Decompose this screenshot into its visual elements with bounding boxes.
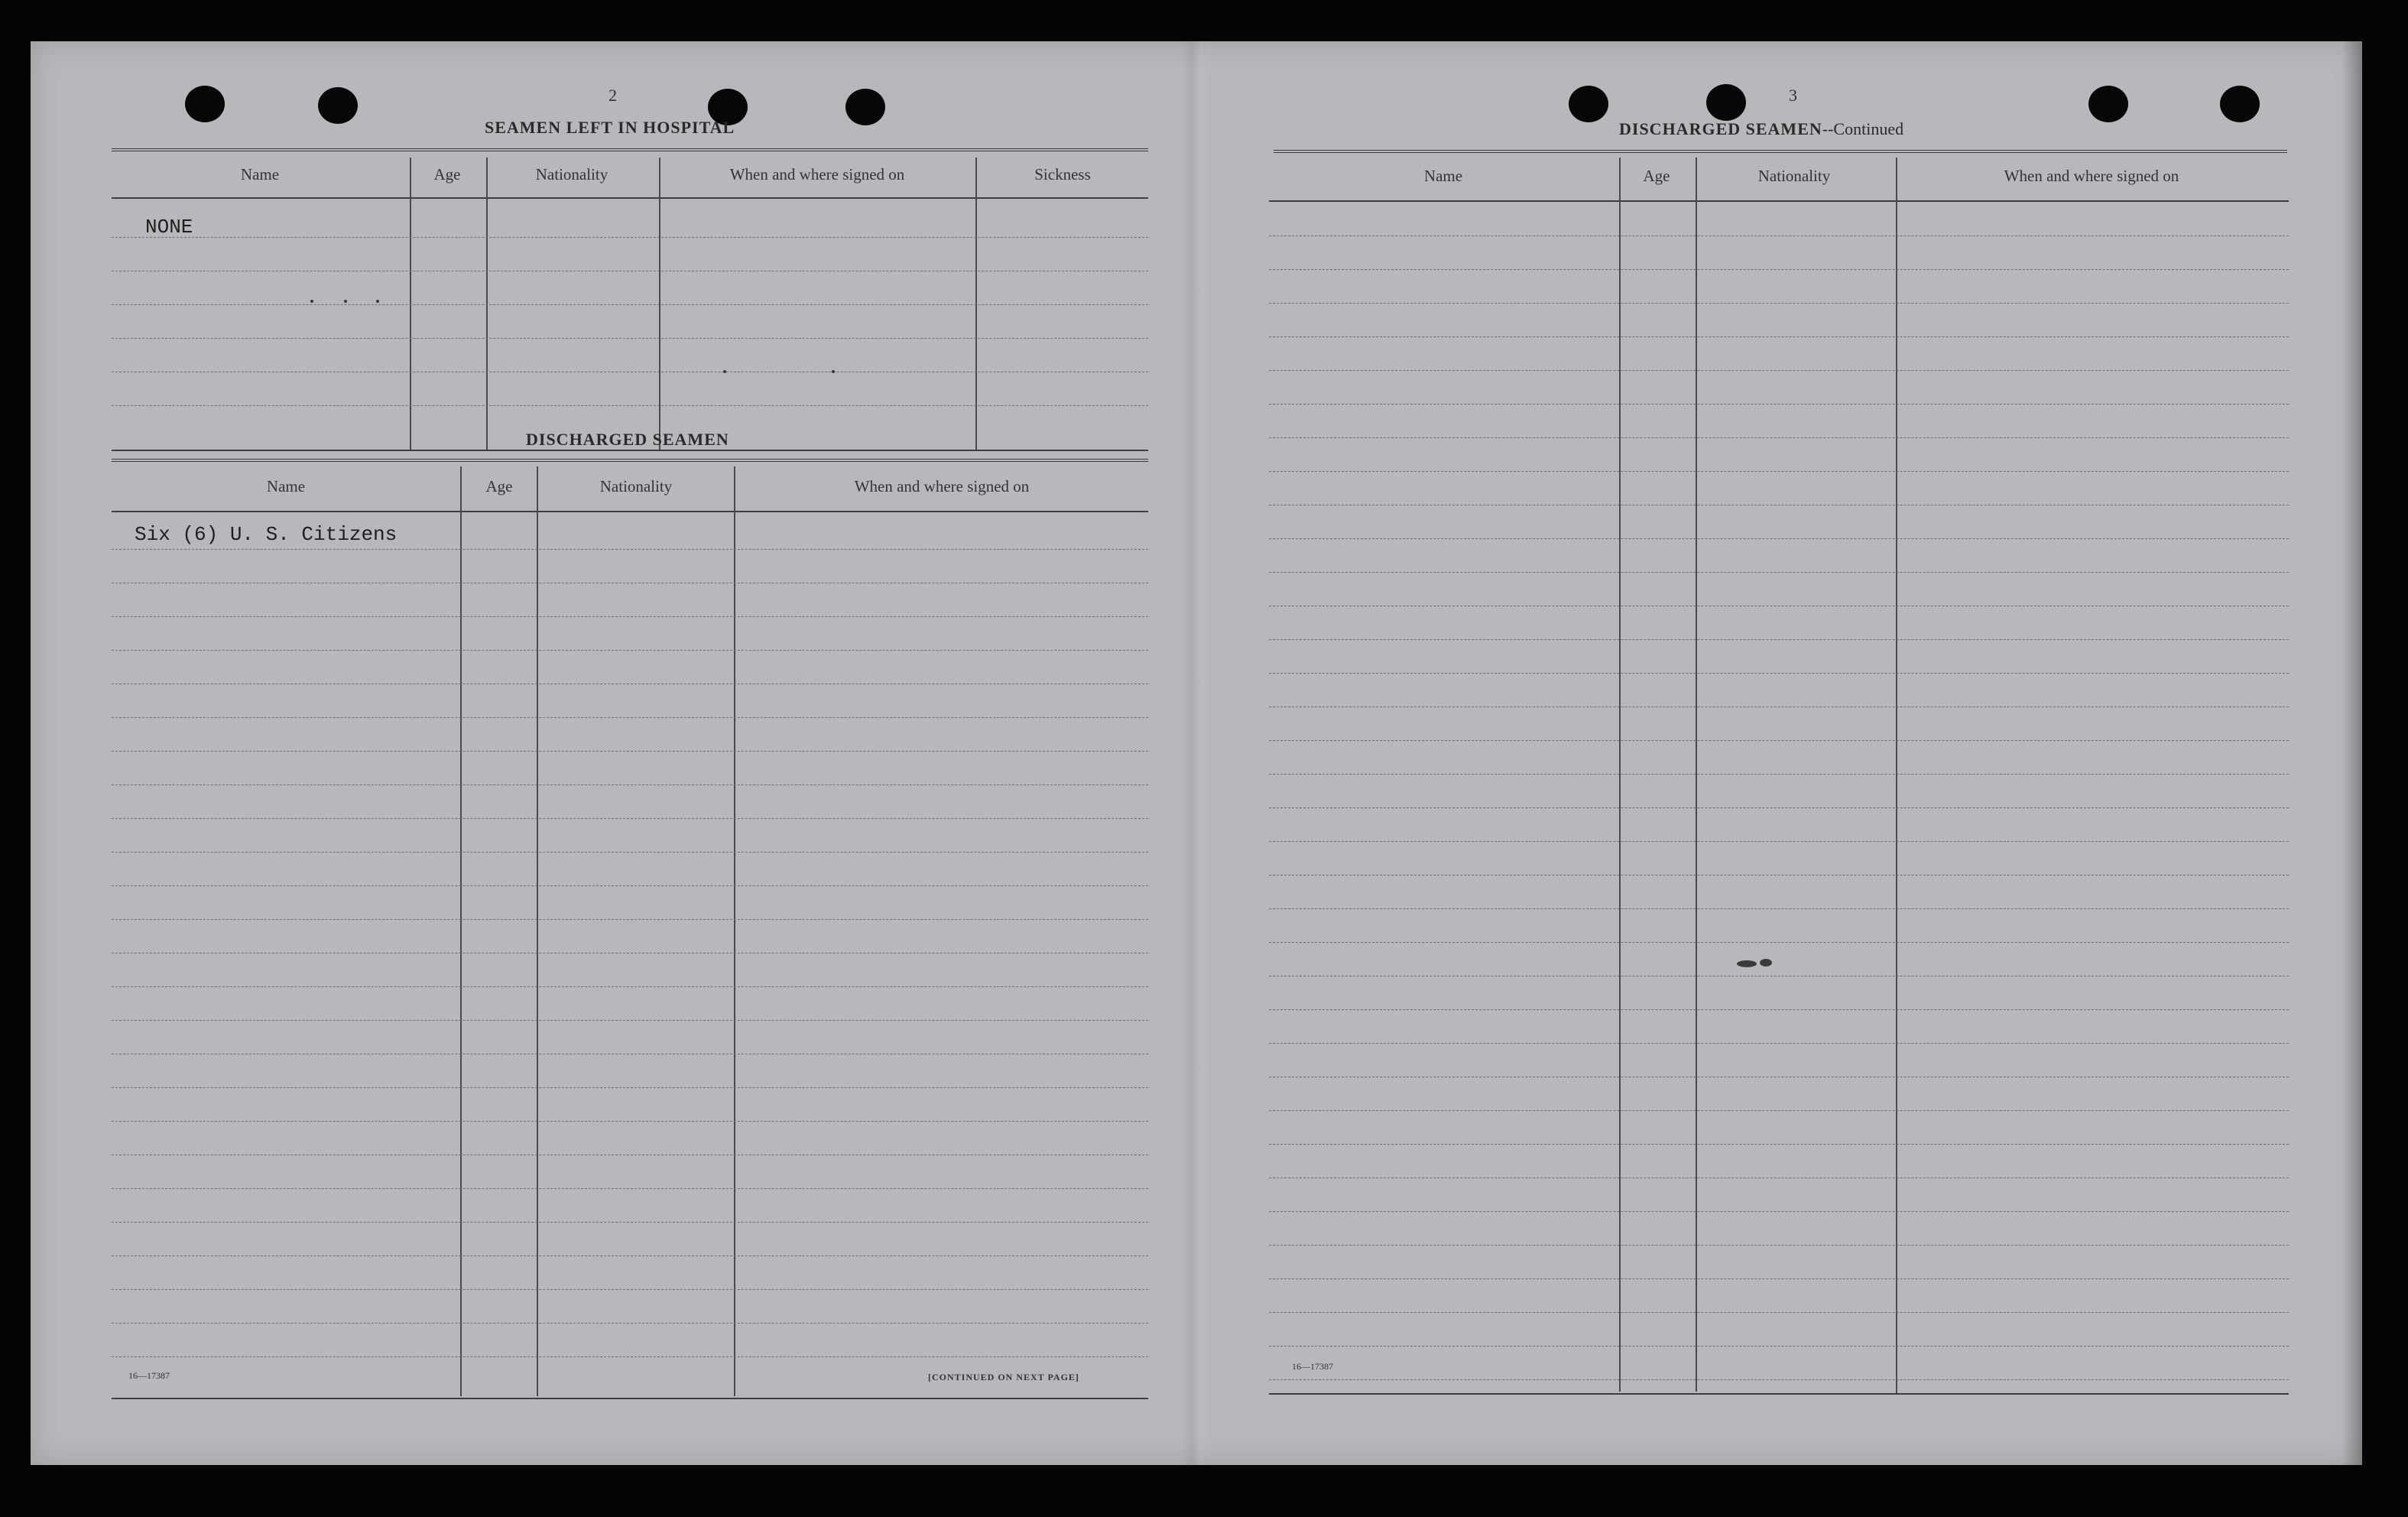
table-row-line [1269,908,2289,909]
table-row-line [1269,774,2289,775]
table-row-line [1269,370,2289,371]
table-row-line [1269,807,2289,808]
table-row-line [1269,740,2289,741]
page-edge-shadow [2342,41,2362,1465]
hospital-col-age: Age [433,165,461,184]
table-row-line [112,1356,1148,1357]
table-row-line [1269,1144,2289,1145]
right-bottom-rule [1269,1393,2289,1395]
discharged-entry: Six (6) U. S. Citizens [135,523,398,546]
ink-speck [376,300,379,303]
ink-speck [344,300,347,303]
hospital-row-line [112,338,1148,339]
hospital-row-line [112,237,1148,238]
table-row-line [1269,639,2289,640]
table-row-line [1269,303,2289,304]
table-row-line [112,549,1148,550]
hospital-row-line [112,405,1148,406]
hospital-col-sickness: Sickness [1034,165,1091,184]
discharged-col-name: Name [266,477,306,495]
ink-speck [1737,960,1757,967]
hospital-col-nationality: Nationality [535,165,608,184]
right-vline [1696,158,1697,1392]
right-col-age: Age [1643,167,1670,185]
discharged-col-signed-on: When and where signed on [854,477,1030,495]
right-col-signed-on: When and where signed on [2004,167,2179,185]
punch-hole [185,86,225,122]
table-row-line [112,1121,1148,1122]
table-row-line [112,852,1148,853]
discharged-bottom-rule [112,1398,1148,1399]
table-row-line [112,650,1148,651]
ink-speck [310,300,313,303]
table-row-line [1269,841,2289,842]
hospital-top-rule [112,148,1148,151]
right-col-nationality: Nationality [1757,167,1831,185]
right-page-number: 3 [1789,86,1797,105]
left-form-number: 16—17387 [128,1370,170,1381]
table-row-line [1269,673,2289,674]
table-row-line [1269,1110,2289,1111]
hospital-header-rule [112,197,1148,199]
right-heading-suffix: --Continued [1822,119,1904,138]
table-row-line [112,751,1148,752]
hospital-bottom-rule [112,450,1148,451]
table-row-line [112,1087,1148,1088]
table-row-line [1269,572,2289,573]
table-row-line [112,784,1148,785]
table-row-line [112,919,1148,920]
punch-hole [318,87,358,124]
right-vline [1896,158,1897,1393]
discharged-header-rule [112,511,1148,512]
discharged-vline [734,466,735,1396]
discharged-vline [460,466,462,1396]
scanned-document [31,41,2362,1465]
table-row-line [1269,1211,2289,1212]
hospital-row-line [112,304,1148,305]
table-row-line [112,818,1148,819]
right-heading [1619,119,1903,139]
discharged-vline [537,466,538,1396]
table-row-line [112,717,1148,718]
table-row-line [112,616,1148,617]
discharged-top-rule [112,459,1148,462]
hospital-entry: NONE [145,216,193,239]
table-row-line [1269,1379,2289,1380]
table-row-line [112,1222,1148,1223]
table-row-line [112,1323,1148,1324]
table-row-line [112,1188,1148,1189]
table-row-line [1269,471,2289,472]
punch-hole [845,89,885,125]
right-vline [1619,158,1621,1392]
punch-hole [2088,86,2128,122]
table-row-line [1269,437,2289,438]
table-row-line [112,885,1148,886]
table-row-line [1269,1278,2289,1279]
right-header-rule [1269,200,2289,202]
discharged-col-age: Age [485,477,513,495]
table-row-line [112,1289,1148,1290]
discharged-heading: DISCHARGED SEAMEN [526,430,729,449]
punch-hole [1706,84,1746,121]
table-row-line [1269,538,2289,539]
hospital-col-name: Name [240,165,280,184]
discharged-col-nationality: Nationality [599,477,673,495]
punch-hole [1569,86,1608,122]
hospital-heading: SEAMEN LEFT IN HOSPITAL [485,118,735,137]
ink-speck [832,370,835,373]
table-row-line [1269,942,2289,943]
table-row-line [112,1020,1148,1021]
table-row-line [1269,1245,2289,1246]
table-row-line [1269,336,2289,337]
table-row-line [1269,1043,2289,1044]
table-row-line [1269,1312,2289,1313]
right-top-rule [1274,150,2287,153]
ink-speck [723,370,726,373]
hospital-col-signed-on: When and where signed on [729,165,905,184]
ink-speck [1760,959,1772,966]
right-col-name: Name [1423,167,1463,185]
punch-hole [2220,86,2260,122]
left-page-number: 2 [608,86,617,105]
page-fold [1181,41,1212,1465]
table-row-line [1269,269,2289,270]
right-form-number: 16—17387 [1292,1361,1333,1372]
continued-note: [CONTINUED ON NEXT PAGE] [928,1372,1079,1382]
right-heading-main: DISCHARGED SEAMEN [1619,119,1822,138]
table-row-line [1269,1009,2289,1010]
table-row-line [112,986,1148,987]
